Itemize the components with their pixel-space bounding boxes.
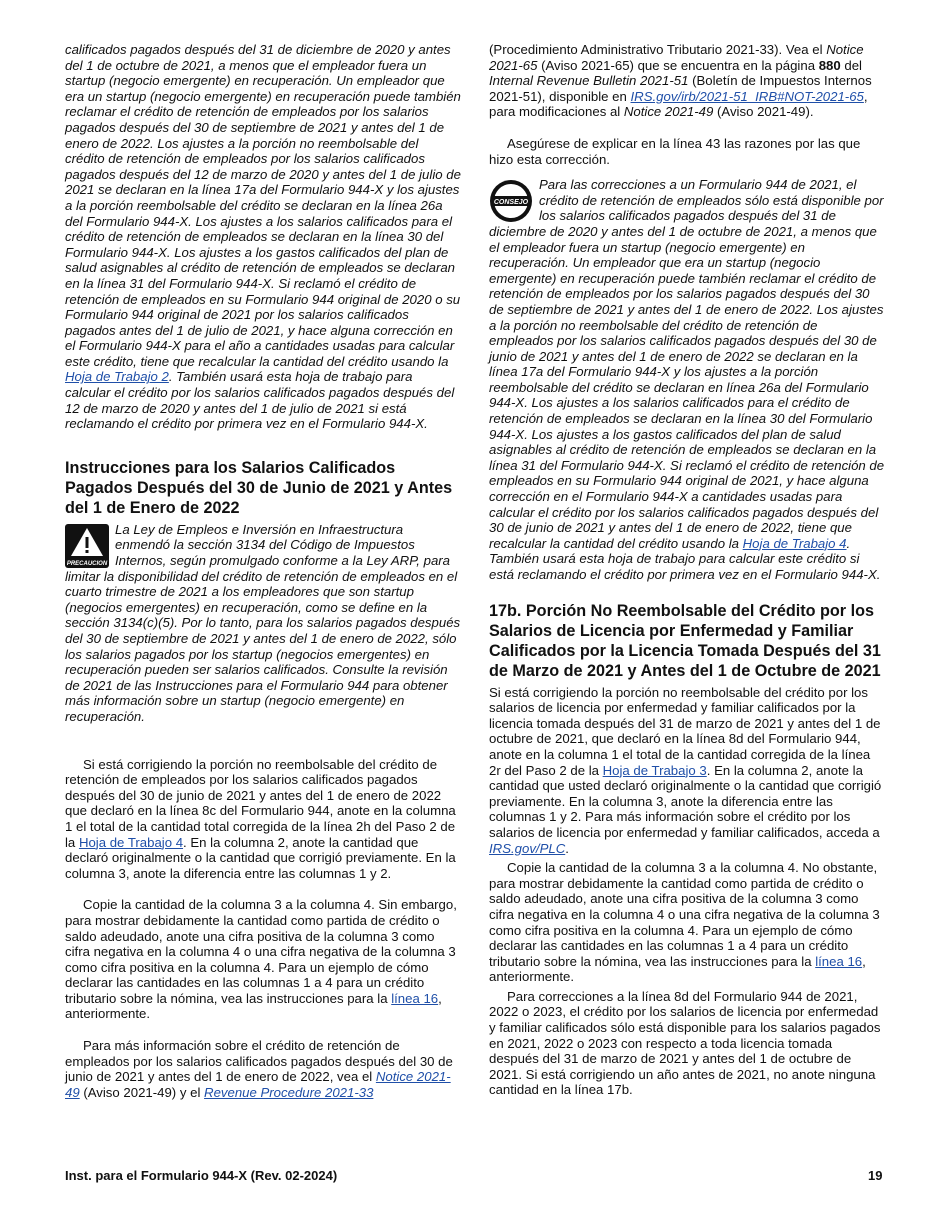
left-column	[65, 42, 461, 1100]
more-info-paragraph: Para más información sobre el crédito de retención de empleados por los salarios calificados pagados después del 30 de junio de 2021 y antes del 1 de enero de 2022, vea el Notice 2021-49 (Aviso 2021-49) y el Revenue Procedure 2021-33	[65, 1038, 453, 1100]
irs-plc-link[interactable]: IRS.gov/PLC	[489, 840, 566, 856]
17b-correction-paragraph: Si está corrigiendo la porción no reembolsable del crédito por los salarios de licencia por enfermedad y familiar calificados por la licencia tomada después del 31 de marzo de 2021 y antes del 1 de octubre de 2021, que declaró en la línea 8d del Formulario 944, anote en la columna 1 el total de la cantidad corregida de la línea 2r del Paso 2 de la Hoja de Trabajo 3. En la columna 2, anote la cantidad que usted declaró originalmente o la cantidad que corrigió previamente. En la columna 3, anote la diferencia entre las columnas 1 y 2. Para más información sobre el crédito por los salarios de licencia por enfermedad y familiar calificados, acceda a IRS.gov/PLC.	[489, 684, 882, 856]
17b-line-8d-paragraph: Para correcciones a la línea 8d del Formulario 944 de 2021, 2022 o 2023, el crédito por los salarios de licencia por enfermedad y familiar calificados sólo está disponible para los salarios pagados en 2021, 2022 o 2023 con respecto a toda licencia tomada después del 31 de marzo de 2021 y antes del 1 de octubre de 2021. Si está corrigiendo un año antes de 2021, no anote ninguna cantidad en la línea 17b.	[489, 988, 881, 1098]
tip-note: CONSEJO Para las correcciones a un Formulario 944 de 2021, el crédito de retención de empleados sólo está disponible por los salarios calificados pagados después del 31 de diciembre de 2020 y antes del 1 de octubre de 2021, a menos que el empleador fuera un startup (negocio emergente) en recuperación. Un empleador que era un startup (negocio emergente) en recuperación puede también reclamar el crédito de retención de empleados por los salarios pagados después del 30 de septiembre de 2021 y antes del 1 de enero de 2022. Los ajustes a la porción no reembolsable del crédito de retención de empleados por los salarios calificados pagados después del 30 de junio de 2021 y antes del 1 de enero de 2022 se declaran en la línea 17a del Formulario 944-X y los ajustes a la porción reembolsable del crédito se declaran en línea 26a del Formulario 944-X. Los ajustes a los salarios calificados para el crédito de retención de empleados se declaran en la línea 30 del Formulario 944-X. Los ajustes a los gastos calificados del plan de salud asignables al crédito de retención de empleados se declaran en la línea 31 del Formulario 944-X. Si reclamó el crédito de retención de empleados en su Formulario 944 original de 2021, y hace alguna corrección en el Formulario 944-X a cantidades usadas para calcular el crédito por los salarios calificados pagados después del 30 de junio de 2021 y antes del 1 de enero de 2022, tiene que recalcular la cantidad del crédito usando la Hoja de Trabajo 4. También usará esta hoja de trabajo para calcular este crédito si está reclamando el crédito por primera vez en el Formulario 944-X.	[489, 177, 885, 582]
caution-label: PRECAUCION	[66, 560, 108, 567]
caution-note	[65, 522, 461, 725]
copy-amount-paragraph: Copie la cantidad de la columna 3 a la columna 4. Sin embargo, para mostrar debidamente la cantidad como partida de crédito o saldo adeudado, anote una cifra positiva de la columna 3 como cifra negativa en la columna 4 o una cifra negativa de la columna 3 como cifra positiva en la columna 4. Para un ejemplo de cómo declarar las cantidades en las columnas 1 a 4 para un crédito tributario sobre la nómina, vea las instrucciones para la línea 16, anteriormente.	[65, 897, 457, 1022]
17b-copy-paragraph: Copie la cantidad de la columna 3 a la columna 4. No obstante, para mostrar debidamente la cantidad como partida de crédito o saldo adeudado, anote una cifra positiva de la columna 3 como cifra negativa en la columna 4 o una cifra negativa de la columna 3 como cifra positiva en la columna 4. Para un ejemplo de cómo declarar las cantidades en las columnas 1 a 4 para un crédito tributario sobre la nómina, vea las instrucciones para la línea 16, anteriormente.	[489, 860, 880, 985]
notice-2021-49-link[interactable]: Notice 2021-49	[65, 1069, 451, 1100]
erc-text: calificados pagados después del 31 de diciembre de 2020 y antes del 1 de octubre de 2021, a menos que el empleador fuera un startup (negocio emergente) en recuperación. Un empleador que era un startup (negocio emergente) en recuperación puede también reclamar el crédito de retención de empleados por los salarios pagados después del 30 de septiembre de 2021 y antes del 1 de enero de 2022. Los ajustes a la porción no reembolsable del crédito de retención de empleados por los salarios calificados pagados después del 12 de marzo de 2020 y antes del 1 de julio de 2021 se declaran en la línea 17a del Formulario 944-X y los ajustes a la porción reembolsable del crédito se declaran en la línea 26a del Formulario 944-X. Los ajustes a los salarios calificados para el crédito de retención de empleados se declaran en la línea 30 del Formulario 944-X. Los ajustes a los gastos calificados del plan de salud asignables al crédito de retención de empleados se declaran en la línea 31 del Formulario 944-X. Si reclamó el crédito de retención de empleados en su Formulario 944 original de 2020 o su Formulario 944 original de 2021 por los salarios calificados pagados antes del 1 de julio de 2021, y hace alguna corrección en el Formulario 944-X para el año a cantidades usadas para calcular este crédito, tiene que recalcular la cantidad del crédito usando la	[65, 42, 461, 369]
caution-icon	[65, 524, 109, 568]
section-heading: Instrucciones para los Salarios Calificados Pagados Después del 30 de Junio de 2021 y Antes del 1 de Enero de 2022	[65, 458, 453, 517]
worksheet-2-link[interactable]: Hoja de Trabajo 2	[65, 369, 169, 385]
tip-text: Para las correcciones a un Formulario 944 de 2021, el crédito de retención de empleados sólo está disponible por los salarios calificados pagados después del 31 de diciembre de 2020 y antes del 1 de octubre de 2021, a menos que el empleador fuera un startup (negocio emergente) en recuperación. Un empleador que era un startup (negocio emergente) en recuperación puede también reclamar el crédito de retención de empleados por los salarios pagados después del 30 de septiembre de 2021 y antes del 1 de enero de 2022. Los ajustes a la porción no reembolsable del crédito de retención de empleados por los salarios calificados pagados después del 30 de junio de 2021 y antes del 1 de enero de 2022 se declaran en la línea 17a del Formulario 944-X y los ajustes a la porción reembolsable del crédito se declaran en línea 26a del Formulario 944-X. Los ajustes a los salarios calificados para el crédito de retención de empleados se declaran en la línea 30 del Formulario 944-X. Los ajustes a los gastos calificados del plan de salud asignables al crédito de retención de empleados se declaran en la línea 31 del Formulario 944-X. Si reclamó el crédito de retención de empleados en su Formulario 944 original de 2021, y hace alguna corrección en el Formulario 944-X a cantidades usadas para calcular el crédito por los salarios calificados pagados después del 30 de junio de 2021 y antes del 1 de enero de 2022, tiene que recalcular la cantidad del crédito usando la	[489, 177, 885, 551]
tip-label: CONSEJO	[493, 199, 529, 207]
irs-irb-link[interactable]: IRS.gov/irb/2021-51_IRB#NOT-2021-65	[630, 88, 864, 104]
caution-text: La Ley de Empleos e Inversión en Infraestructura enmendó la sección 3134 del Código de Impuestos Internos, según promulgado conforme a la Ley ARP, para limitar la disponibilidad del crédito de retención de empleados en el cuarto trimestre de 2021 a los empleadores que son startup (negocios emergentes) en recuperación, como se define en la sección 3134(c)(5). Por lo tanto, para los salarios pagados después del 30 de septiembre de 2021 y antes del 1 de enero de 2022, sólo los salarios pagados por los startup (negocios emergentes) en recuperación pueden ser salarios calificados. Consulte la revisión de 2021 de las Instrucciones para el Formulario 944 para obtener más información sobre un startup (negocio emergente) en recuperación.	[65, 521, 461, 724]
worksheet-4-link[interactable]: Hoja de Trabajo 4	[742, 535, 847, 551]
erc-text-end: . También usará esta hoja de trabajo para calcular el crédito por los salarios calificados pagados después del 12 de marzo de 2020 y antes del 1 de julio de 2021 si está reclamando el crédito por primera vez en el Formulario 944-X.	[65, 369, 455, 432]
line-16-link[interactable]: línea 16	[391, 990, 439, 1006]
procedure-paragraph: (Procedimiento Administrativo Tributario 2021-33). Vea el Notice 2021-65 (Aviso 2021-65) que se encuentra en la página 880 del Internal Revenue Bulletin 2021-51 (Boletín de Impuestos Internos 2021-51), disponible en IRS.gov/irb/2021-51_IRB#NOT-2021-65, para modificaciones al Notice 2021-49 (Aviso 2021-49).	[489, 42, 872, 120]
footer-doc-title: Inst. para el Formulario 944-X (Rev. 02-2024)	[65, 1168, 338, 1183]
page-number: 19	[868, 1168, 883, 1183]
line-16-link[interactable]: línea 16	[815, 953, 863, 969]
correction-paragraph: Si está corrigiendo la porción no reembolsable del crédito de retención de empleados por los salarios calificados pagados después del 30 de junio de 2021 y antes del 1 de enero de 2022 que declaró en la línea 8c del Formulario 944, anote en la columna 1 el total de la cantidad total corregida de la línea 2h del Paso 2 de la Hoja de Trabajo 4. En la columna 2, anote la cantidad que declaró originalmente o la cantidad que corrigió previamente. En la columna 3, anote la diferencia entre las columnas 1 y 2.	[65, 756, 456, 881]
tip-icon	[489, 179, 533, 223]
revenue-procedure-link[interactable]: Revenue Procedure 2021-33	[204, 1084, 374, 1100]
right-column	[489, 42, 885, 1098]
explain-line-43-paragraph: Asegúrese de explicar en la línea 43 las razones por las que hizo esta corrección.	[489, 135, 861, 167]
erc-paragraph	[65, 42, 461, 432]
worksheet-3-link[interactable]: Hoja de Trabajo 3	[602, 762, 707, 778]
section-17b-heading: 17b. Porción No Reembolsable del Crédito por los Salarios de Licencia por Enfermedad y Familiar Calificados por la Licencia Tomada Después del 31 de Marzo de 2021 y Antes del 1 de Octubre de 2021	[489, 601, 881, 680]
worksheet-4-link[interactable]: Hoja de Trabajo 4	[78, 834, 184, 850]
